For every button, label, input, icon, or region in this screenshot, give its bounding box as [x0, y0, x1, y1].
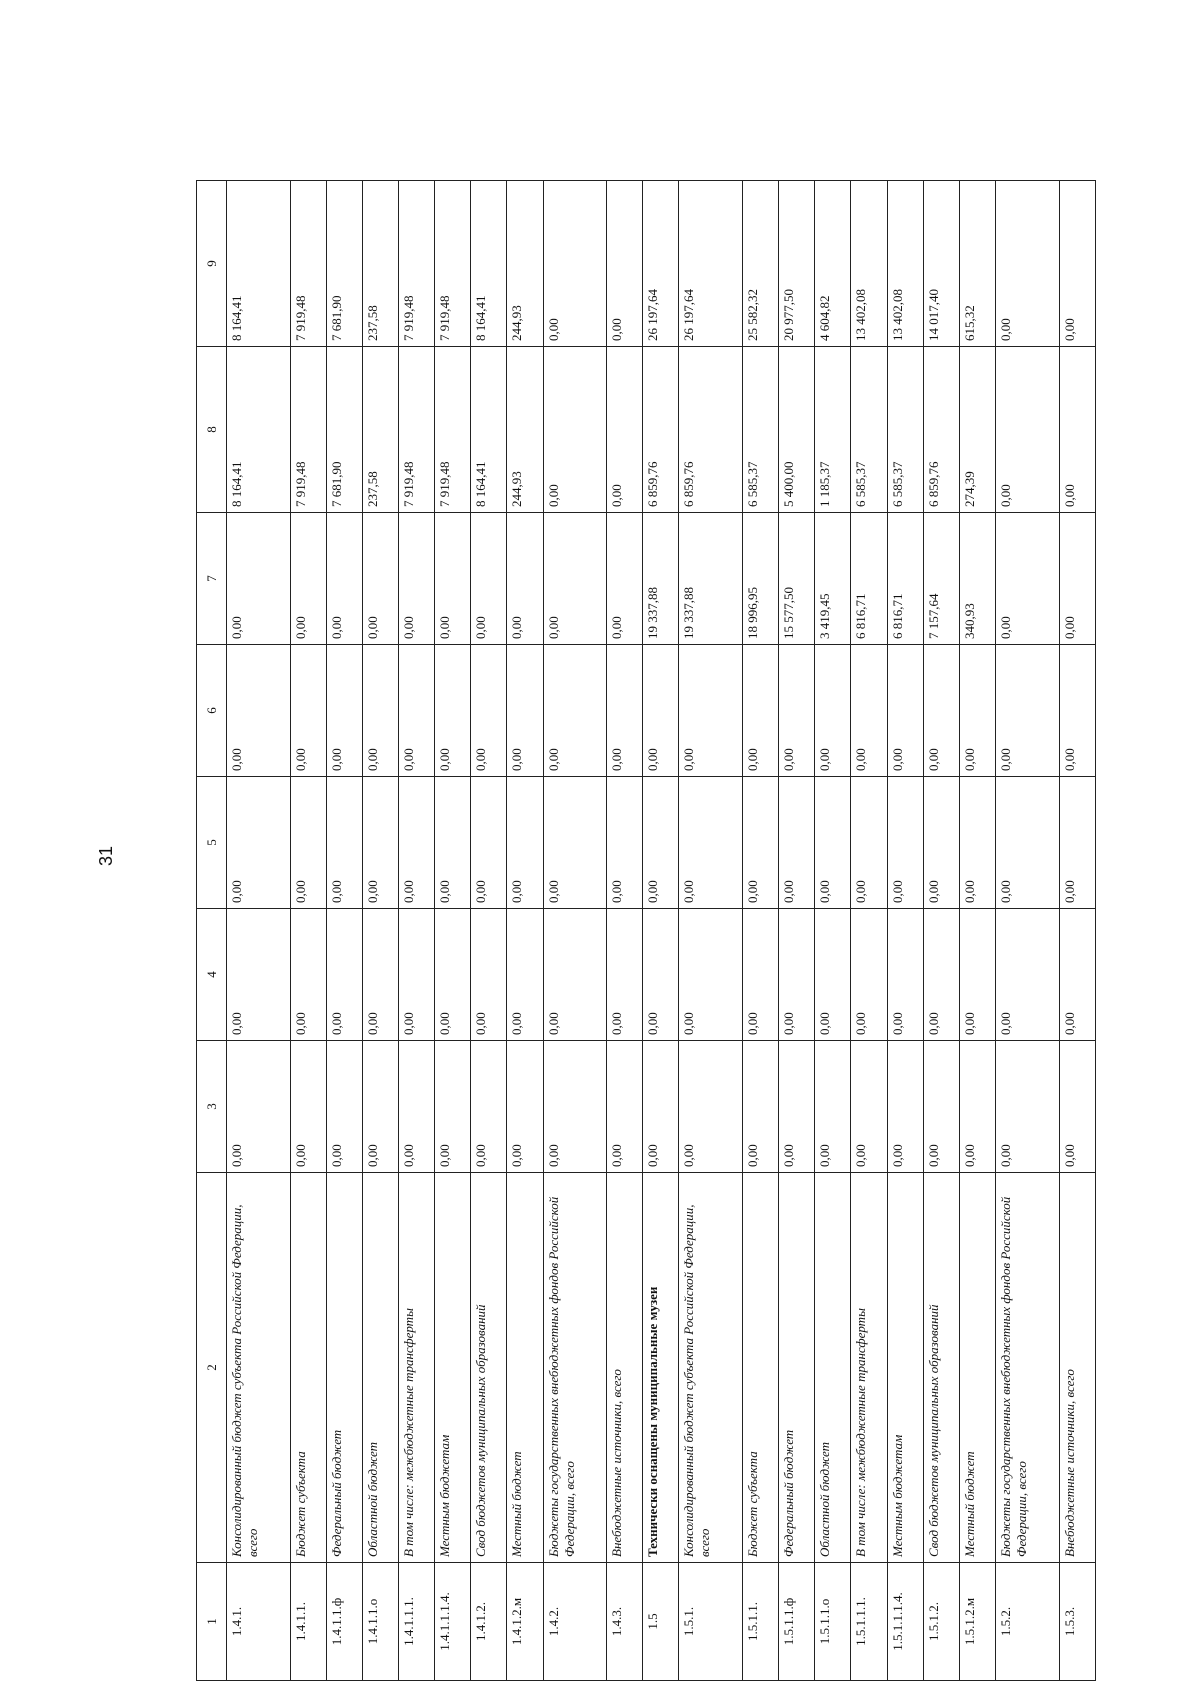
row-description: Внебюджетные источники, всего: [1059, 1173, 1095, 1563]
cell-value: 0,00: [643, 645, 679, 777]
cell-value: 13 402,08: [887, 181, 923, 347]
cell-value: 244,93: [507, 347, 543, 513]
cell-value: 0,00: [290, 645, 326, 777]
cell-value: 0,00: [399, 513, 435, 645]
cell-value: 0,00: [815, 909, 851, 1041]
cell-value: 0,00: [326, 1041, 362, 1173]
cell-value: 0,00: [543, 347, 607, 513]
cell-value: 0,00: [923, 777, 959, 909]
row-code: 1.4.1.1.о: [362, 1563, 398, 1681]
cell-value: 4 604,82: [815, 181, 851, 347]
table-row: [227, 181, 291, 1681]
row-code: 1.5.3.: [1059, 1563, 1095, 1681]
row-code: 1.4.1.1.ф: [326, 1563, 362, 1681]
cell-value: 0,00: [507, 909, 543, 1041]
cell-value: 15 577,50: [779, 513, 815, 645]
cell-value: 0,00: [887, 1041, 923, 1173]
cell-value: 0,00: [679, 645, 743, 777]
cell-value: 0,00: [851, 909, 887, 1041]
cell-value: 0,00: [290, 513, 326, 645]
row-code: 1.4.1.2.м: [507, 1563, 543, 1681]
cell-value: 0,00: [362, 1041, 398, 1173]
cell-value: 26 197,64: [679, 181, 743, 347]
cell-value: 7 919,48: [435, 347, 471, 513]
row-description: Бюджет субъекта: [290, 1173, 326, 1563]
cell-value: 0,00: [743, 909, 779, 1041]
cell-value: 20 977,50: [779, 181, 815, 347]
cell-value: 7 919,48: [399, 347, 435, 513]
cell-value: 0,00: [399, 777, 435, 909]
cell-value: 7 919,48: [290, 181, 326, 347]
cell-value: 0,00: [923, 1041, 959, 1173]
cell-value: 0,00: [362, 645, 398, 777]
cell-value: 0,00: [607, 347, 643, 513]
cell-value: 0,00: [227, 513, 291, 645]
cell-value: 13 402,08: [851, 181, 887, 347]
cell-value: 340,93: [959, 513, 995, 645]
cell-value: 0,00: [887, 645, 923, 777]
row-code: 1.4.1.: [227, 1563, 291, 1681]
cell-value: 8 164,41: [227, 347, 291, 513]
budget-table: [196, 180, 1096, 1681]
cell-value: 0,00: [1059, 645, 1095, 777]
cell-value: 0,00: [607, 513, 643, 645]
cell-value: 0,00: [435, 1041, 471, 1173]
cell-value: 0,00: [851, 1041, 887, 1173]
cell-value: 0,00: [471, 777, 507, 909]
table-row: [815, 181, 851, 1681]
row-description: Технически оснащены муниципальные музеи: [643, 1173, 679, 1563]
cell-value: 0,00: [815, 645, 851, 777]
table-row: [779, 181, 815, 1681]
cell-value: 0,00: [507, 1041, 543, 1173]
cell-value: 0,00: [815, 777, 851, 909]
cell-value: 0,00: [543, 1041, 607, 1173]
cell-value: 6 585,37: [851, 347, 887, 513]
cell-value: 0,00: [435, 777, 471, 909]
cell-value: 0,00: [995, 1041, 1059, 1173]
cell-value: 0,00: [435, 909, 471, 1041]
cell-value: 244,93: [507, 181, 543, 347]
cell-value: 0,00: [995, 645, 1059, 777]
cell-value: 0,00: [290, 777, 326, 909]
cell-value: 0,00: [435, 513, 471, 645]
table-row: [399, 181, 435, 1681]
cell-value: 6 816,71: [887, 513, 923, 645]
cell-value: 6 585,37: [743, 347, 779, 513]
cell-value: 0,00: [543, 909, 607, 1041]
cell-value: 0,00: [399, 645, 435, 777]
table-row: [435, 181, 471, 1681]
row-description: Бюджеты государственных внебюджетных фондов Российской Федерации, всего: [995, 1173, 1059, 1563]
cell-value: 0,00: [1059, 347, 1095, 513]
row-description: Свод бюджетов муниципальных образований: [471, 1173, 507, 1563]
cell-value: 0,00: [887, 909, 923, 1041]
cell-value: 0,00: [679, 1041, 743, 1173]
table-row: [923, 181, 959, 1681]
cell-value: 0,00: [959, 1041, 995, 1173]
cell-value: 0,00: [607, 909, 643, 1041]
cell-value: 0,00: [743, 777, 779, 909]
column-header: 8: [197, 347, 227, 513]
row-code: 1.5.1.1.: [743, 1563, 779, 1681]
cell-value: 0,00: [995, 513, 1059, 645]
cell-value: 0,00: [290, 909, 326, 1041]
row-description: Местным бюджетам: [887, 1173, 923, 1563]
table-row: [471, 181, 507, 1681]
cell-value: 7 681,90: [326, 347, 362, 513]
table-header-row: [197, 181, 227, 1681]
cell-value: 14 017,40: [923, 181, 959, 347]
cell-value: 0,00: [1059, 181, 1095, 347]
cell-value: 0,00: [607, 181, 643, 347]
cell-value: 274,39: [959, 347, 995, 513]
cell-value: 0,00: [471, 1041, 507, 1173]
column-header: 9: [197, 181, 227, 347]
cell-value: 5 400,00: [779, 347, 815, 513]
cell-value: 0,00: [923, 645, 959, 777]
cell-value: 0,00: [815, 1041, 851, 1173]
cell-value: 237,58: [362, 181, 398, 347]
cell-value: 0,00: [471, 513, 507, 645]
cell-value: 0,00: [227, 909, 291, 1041]
cell-value: 26 197,64: [643, 181, 679, 347]
cell-value: 0,00: [679, 777, 743, 909]
cell-value: 0,00: [471, 909, 507, 1041]
cell-value: 0,00: [1059, 777, 1095, 909]
cell-value: 0,00: [887, 777, 923, 909]
cell-value: 0,00: [607, 645, 643, 777]
cell-value: 7 681,90: [326, 181, 362, 347]
cell-value: 0,00: [326, 777, 362, 909]
cell-value: 0,00: [959, 645, 995, 777]
row-description: Внебюджетные источники, всего: [607, 1173, 643, 1563]
row-description: Местный бюджет: [507, 1173, 543, 1563]
table-row: [326, 181, 362, 1681]
table-row: [851, 181, 887, 1681]
row-code: 1.4.1.1.1.: [399, 1563, 435, 1681]
cell-value: 0,00: [779, 1041, 815, 1173]
cell-value: 0,00: [543, 181, 607, 347]
column-header: 2: [197, 1173, 227, 1563]
cell-value: 6 859,76: [923, 347, 959, 513]
cell-value: 0,00: [959, 777, 995, 909]
column-header: 6: [197, 645, 227, 777]
cell-value: 19 337,88: [679, 513, 743, 645]
column-header: 3: [197, 1041, 227, 1173]
table-row: [995, 181, 1059, 1681]
cell-value: 0,00: [399, 909, 435, 1041]
cell-value: 0,00: [362, 909, 398, 1041]
row-description: Консолидированный бюджет субъекта Российской Федерации, всего: [679, 1173, 743, 1563]
row-code: 1.5.1.: [679, 1563, 743, 1681]
row-description: Федеральный бюджет: [779, 1173, 815, 1563]
cell-value: 0,00: [227, 645, 291, 777]
table-row: [959, 181, 995, 1681]
cell-value: 0,00: [326, 645, 362, 777]
cell-value: 0,00: [779, 909, 815, 1041]
table-row: [743, 181, 779, 1681]
row-description: Местным бюджетам: [435, 1173, 471, 1563]
table-row: [887, 181, 923, 1681]
cell-value: 0,00: [743, 1041, 779, 1173]
cell-value: 0,00: [779, 777, 815, 909]
table-row: [679, 181, 743, 1681]
row-description: Бюджеты государственных внебюджетных фондов Российской Федерации, всего: [543, 1173, 607, 1563]
row-description: Бюджет субъекта: [743, 1173, 779, 1563]
cell-value: 0,00: [1059, 909, 1095, 1041]
cell-value: 8 164,41: [471, 347, 507, 513]
cell-value: 0,00: [507, 513, 543, 645]
table-row: [607, 181, 643, 1681]
cell-value: 6 859,76: [679, 347, 743, 513]
cell-value: 0,00: [507, 777, 543, 909]
cell-value: 6 816,71: [851, 513, 887, 645]
cell-value: 19 337,88: [643, 513, 679, 645]
cell-value: 0,00: [643, 909, 679, 1041]
cell-value: 7 157,64: [923, 513, 959, 645]
cell-value: 0,00: [543, 645, 607, 777]
row-code: 1.5: [643, 1563, 679, 1681]
column-header: 4: [197, 909, 227, 1041]
cell-value: 0,00: [326, 513, 362, 645]
cell-value: 0,00: [959, 909, 995, 1041]
cell-value: 8 164,41: [227, 181, 291, 347]
cell-value: 0,00: [326, 909, 362, 1041]
table-row: [643, 181, 679, 1681]
cell-value: 0,00: [643, 1041, 679, 1173]
cell-value: 0,00: [435, 645, 471, 777]
cell-value: 0,00: [507, 645, 543, 777]
row-code: 1.5.1.1.ф: [779, 1563, 815, 1681]
cell-value: 6 859,76: [643, 347, 679, 513]
cell-value: 0,00: [399, 1041, 435, 1173]
cell-value: 0,00: [995, 777, 1059, 909]
cell-value: 0,00: [643, 777, 679, 909]
cell-value: 0,00: [851, 645, 887, 777]
column-header: 7: [197, 513, 227, 645]
row-code: 1.5.1.1.1.4.: [887, 1563, 923, 1681]
row-description: В том числе: межбюджетные трансферты: [851, 1173, 887, 1563]
rotated-table-wrapper: [196, 181, 1096, 1681]
cell-value: 25 582,32: [743, 181, 779, 347]
cell-value: 0,00: [923, 909, 959, 1041]
cell-value: 0,00: [779, 645, 815, 777]
row-code: 1.5.2.: [995, 1563, 1059, 1681]
row-code: 1.5.1.1.1.: [851, 1563, 887, 1681]
row-description: Областной бюджет: [362, 1173, 398, 1563]
cell-value: 0,00: [607, 1041, 643, 1173]
cell-value: 0,00: [362, 777, 398, 909]
cell-value: 3 419,45: [815, 513, 851, 645]
row-code: 1.4.1.1.: [290, 1563, 326, 1681]
cell-value: 237,58: [362, 347, 398, 513]
row-code: 1.4.1.2.: [471, 1563, 507, 1681]
cell-value: 0,00: [543, 777, 607, 909]
table-row: [507, 181, 543, 1681]
cell-value: 6 585,37: [887, 347, 923, 513]
cell-value: 0,00: [851, 777, 887, 909]
cell-value: 0,00: [290, 1041, 326, 1173]
table-row: [290, 181, 326, 1681]
cell-value: 7 919,48: [399, 181, 435, 347]
column-header: 5: [197, 777, 227, 909]
cell-value: 0,00: [543, 513, 607, 645]
cell-value: 0,00: [1059, 1041, 1095, 1173]
cell-value: 0,00: [743, 645, 779, 777]
cell-value: 0,00: [471, 645, 507, 777]
cell-value: 7 919,48: [435, 181, 471, 347]
cell-value: 8 164,41: [471, 181, 507, 347]
page-number: 31: [96, 845, 116, 867]
row-code: 1.4.3.: [607, 1563, 643, 1681]
column-header: 1: [197, 1563, 227, 1681]
table-row: [543, 181, 607, 1681]
row-code: 1.5.1.1.о: [815, 1563, 851, 1681]
row-description: Федеральный бюджет: [326, 1173, 362, 1563]
row-description: В том числе: межбюджетные трансферты: [399, 1173, 435, 1563]
cell-value: 18 996,95: [743, 513, 779, 645]
row-code: 1.4.2.: [543, 1563, 607, 1681]
cell-value: 0,00: [362, 513, 398, 645]
cell-value: 7 919,48: [290, 347, 326, 513]
row-description: Местный бюджет: [959, 1173, 995, 1563]
table-row: [362, 181, 398, 1681]
cell-value: 0,00: [995, 347, 1059, 513]
cell-value: 0,00: [227, 1041, 291, 1173]
row-code: 1.5.1.2.: [923, 1563, 959, 1681]
cell-value: 0,00: [995, 181, 1059, 347]
cell-value: 0,00: [1059, 513, 1095, 645]
table-row: [1059, 181, 1095, 1681]
row-code: 1.5.1.2.м: [959, 1563, 995, 1681]
row-description: Свод бюджетов муниципальных образований: [923, 1173, 959, 1563]
cell-value: 1 185,37: [815, 347, 851, 513]
cell-value: 0,00: [227, 777, 291, 909]
row-code: 1.4.1.1.1.4.: [435, 1563, 471, 1681]
row-description: Консолидированный бюджет субъекта Российской Федерации, всего: [227, 1173, 291, 1563]
cell-value: 615,32: [959, 181, 995, 347]
cell-value: 0,00: [995, 909, 1059, 1041]
cell-value: 0,00: [679, 909, 743, 1041]
row-description: Областной бюджет: [815, 1173, 851, 1563]
cell-value: 0,00: [607, 777, 643, 909]
